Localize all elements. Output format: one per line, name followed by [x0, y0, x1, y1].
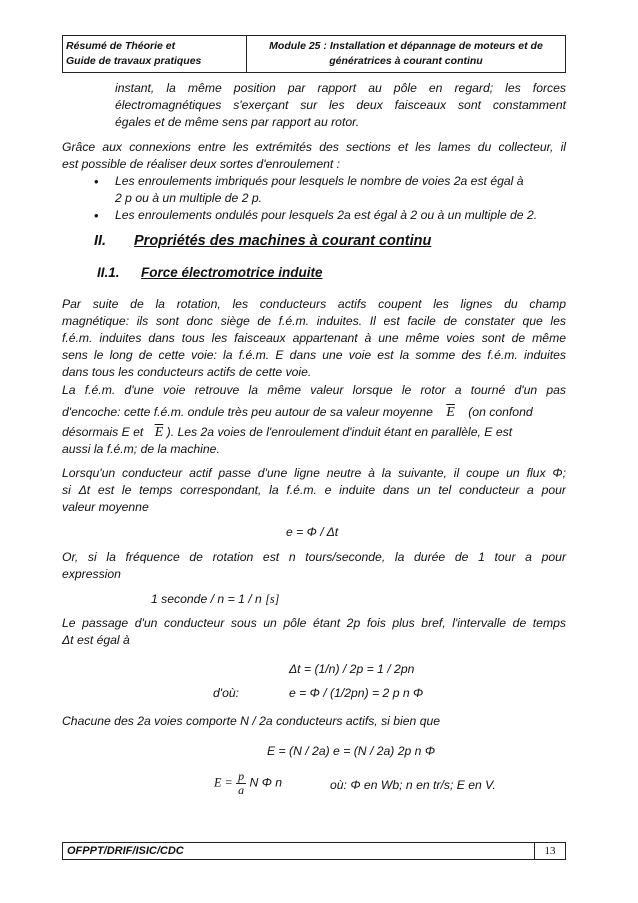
- page-number: 13: [534, 843, 565, 859]
- intro-line3: égales et de même sens par rapport au rotor.: [115, 115, 360, 129]
- header-left-line2: Guide de travaux pratiques: [66, 55, 202, 67]
- connexions-line1: Grâce aux connexions entre les extrémités des sections et les lames du collecteur, il: [62, 140, 566, 154]
- para2-line3-a: désormais E et: [62, 425, 144, 439]
- equation-E-final: [214, 770, 282, 797]
- para3-line2: si Δt est le temps correspondant, la f.é.m. e induite dans un tel conducteur a pour: [62, 483, 566, 497]
- para2-line3-b: ). Les 2a voies de l'enroulement d'induit étant en parallèle, E est: [166, 425, 513, 439]
- para6: Chacune des 2a voies comporte N / 2a conducteurs actifs, si bien que: [62, 714, 441, 728]
- fraction-numerator: p: [238, 769, 245, 783]
- para1-line4: sens le long de cette voie: la f.é.m. E dans une voie est la somme des f.é.m. induites: [62, 348, 566, 362]
- section-title: Propriétés des machines à courant continu: [134, 233, 432, 249]
- intro-line1: instant, la même position par rapport au pôle en regard; les forces: [115, 81, 566, 95]
- para2-line2-b: (on confond: [468, 405, 533, 419]
- equation-dou-label: d'où:: [213, 686, 240, 700]
- section-number: II.: [94, 233, 107, 249]
- bullet2-text: Les enroulements ondulés pour lesquels 2a est égal à 2 ou à un multiple de 2.: [115, 208, 538, 222]
- equation-e: e = Φ / Δt: [286, 525, 339, 539]
- para3-line3: valeur moyenne: [62, 500, 149, 514]
- fraction-denominator: a: [238, 783, 245, 797]
- header-left-line1: Résumé de Théorie et: [66, 40, 176, 52]
- e-bar-symbol-2: $\overline{E}$: [154, 425, 164, 440]
- equation-E-rhs: N Φ n: [249, 775, 283, 790]
- header-left-cell: [63, 36, 247, 72]
- equation-delta-t: Δt = (1/n) / 2p = 1 / 2pn: [289, 662, 415, 676]
- equation-E: E = (N / 2a) e = (N / 2a) 2p n Φ: [267, 744, 436, 758]
- units-note: où: Φ en Wb; n en tr/s; E en V.: [330, 778, 496, 792]
- bullet-icon: •: [94, 174, 99, 189]
- para1-line2: magnétique: ils sont donc siège de f.é.m. induites. Il est facile de constater que les: [62, 314, 566, 328]
- connexions-line2: est possible de réaliser deux sortes d'enroulement :: [62, 157, 341, 171]
- equation-duration-text: 1 seconde / n = 1 / n: [151, 592, 262, 606]
- bullet1-line2: 2 p ou à un multiple de 2 p.: [115, 191, 263, 205]
- para1-line3: f.é.m. induites dans tous les faisceaux appartenant à une même voies sont de même: [62, 331, 566, 345]
- para1-line1: Par suite de la rotation, les conducteurs actifs coupent les lignes du champ: [62, 297, 566, 311]
- header-right-cell: [247, 36, 565, 72]
- para4-line2: expression: [62, 567, 121, 581]
- para2-line3: [62, 424, 566, 441]
- fraction-p-over-a: [236, 770, 246, 797]
- page-header: [62, 35, 566, 73]
- para2-line1: La f.é.m. d'une voie retrouve la même valeur lorsque le rotor a tourné d'un pas: [62, 383, 566, 397]
- para2-line4: aussi la f.é.m; de la machine.: [62, 442, 220, 456]
- intro-line2: électromagnétiques s'exerçant sur les deux faisceaux sont constamment: [115, 98, 566, 112]
- para2-line2: [62, 404, 566, 421]
- e-bar-symbol: $\overline{E}$: [446, 405, 455, 420]
- para2-line2-a: d'encoche: cette f.é.m. ondule très peu autour de sa valeur moyenne: [62, 405, 433, 419]
- bullet1-line1: Les enroulements imbriqués pour lesquels le nombre de voies 2a est égal à: [115, 174, 524, 188]
- equation-e-result: e = Φ / (1/2pn) = 2 p n Φ: [289, 686, 424, 700]
- para5-line2: Δt est égal à: [62, 633, 130, 647]
- equation-duration: [151, 592, 279, 607]
- subsection-title: Force électromotrice induite: [141, 265, 323, 280]
- equation-E-lhs: E =: [214, 775, 233, 790]
- subsection-number: II.1.: [97, 265, 120, 280]
- header-right-line2: génératrices à courant continu: [329, 55, 483, 67]
- footer-org: OFPPT/DRIF/ISIC/CDC: [67, 845, 184, 857]
- header-right-line1: Module 25 : Installation et dépannage de moteurs et de: [269, 40, 543, 52]
- bullet-icon: •: [94, 208, 99, 223]
- equation-duration-unit: [s]: [265, 592, 280, 606]
- para4-line1: Or, si la fréquence de rotation est n tours/seconde, la durée de 1 tour a pour: [62, 550, 566, 564]
- para5-line1: Le passage d'un conducteur sous un pôle étant 2p fois plus bref, l'intervalle de temps: [62, 616, 566, 630]
- para1-line5: dans tous les conducteurs actifs de cette voie.: [62, 365, 312, 379]
- page-footer: [62, 842, 566, 860]
- para3-line1: Lorsqu'un conducteur actif passe d'une ligne neutre à la suivante, il coupe un flux Φ;: [62, 466, 566, 480]
